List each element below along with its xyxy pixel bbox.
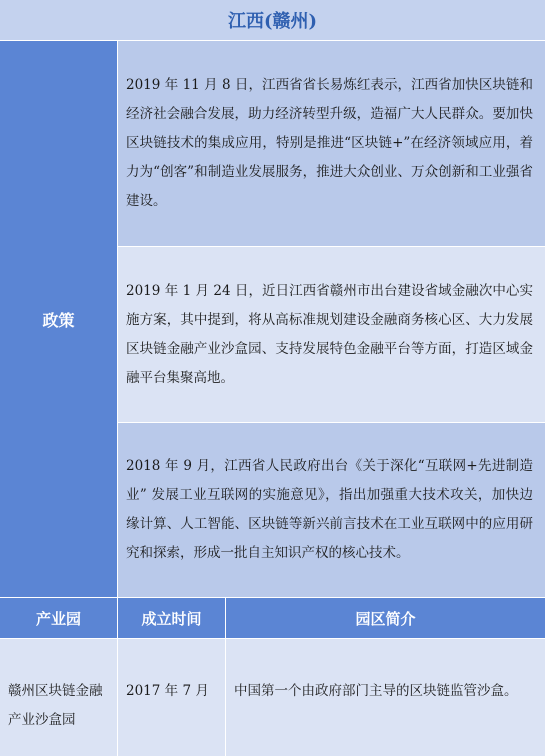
header-established: 成立时间 xyxy=(118,598,225,638)
header-intro: 园区简介 xyxy=(226,598,545,638)
policy-text-1: 2019 年 11 月 8 日，江西省省长易炼红表示，江西省加快区块链和经济社会融合发展，助力经济转型升级，造福广大人民群众。要加快区块链技术的集成应用，特别是推进“区块链+”在经济领域应用，着力为“创客”和制造业发展服务，推进大众创业、万众创新和工业强省建设。 xyxy=(126,77,533,209)
document-title: 江西(赣州) xyxy=(0,0,545,41)
cell-park-intro: 中国第一个由政府部门主导的区块链监管沙盒。 xyxy=(226,639,545,756)
policy-text-3: 2018 年 9 月，江西省人民政府出台《关于深化“互联网+先进制造业” 发展工业互联网的实施意见》，指出加强重大技术攻关，加快边缘计算、人工智能、区块链等新兴前言技术在工业互联网中的应用研究和探索，形成一批自主知识产权的核心技术。 xyxy=(126,458,533,561)
header-park: 产业园 xyxy=(0,598,117,638)
cell-established-date: 2017 年 7 月 xyxy=(118,639,225,756)
policy-text-2: 2019 年 1 月 24 日，近日江西省赣州市出台建设省域金融次中心实施方案，其中提到，将从高标准规划建设金融商务核心区、大力发展区块链金融产业沙盒园、支持发展特色金融平台等方面，打造区域金融平台集聚高地。 xyxy=(126,282,533,386)
cell-park-name: 赣州区块链金融产业沙盒园 xyxy=(0,639,117,756)
policy-item-2 xyxy=(118,247,545,422)
policy-item-3 xyxy=(118,423,545,597)
policy-item-1 xyxy=(118,41,545,246)
policy-label: 政策 xyxy=(0,41,117,597)
